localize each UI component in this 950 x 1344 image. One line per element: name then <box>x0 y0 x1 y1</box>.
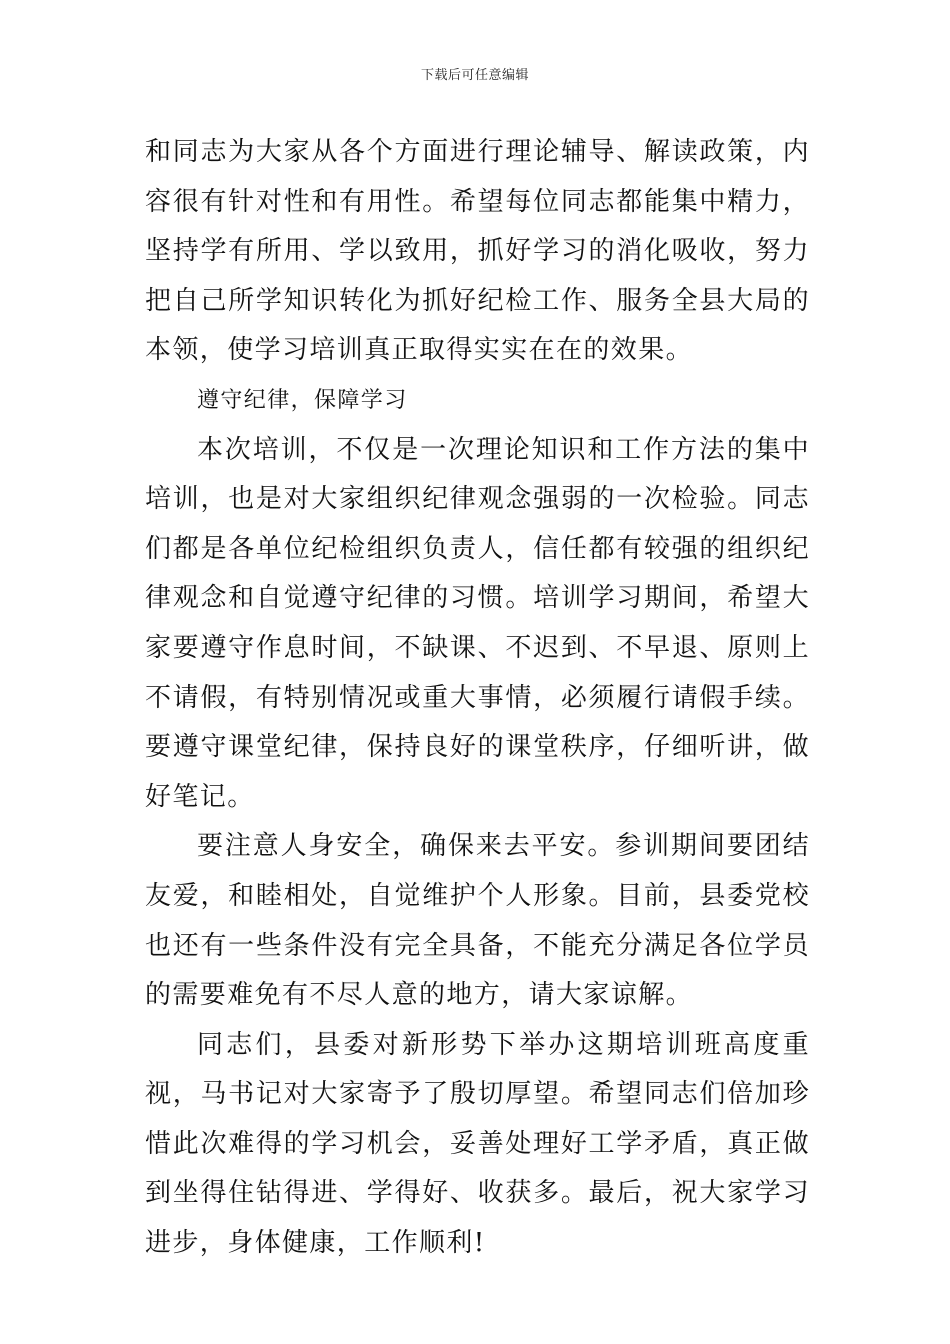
paragraph-closing: 同志们，县委对新形势下举办这期培训班高度重视，马书记对大家寄予了殷切厚望。希望同志们倍加珍惜此次难得的学习机会，妥善处理好工学矛盾，真正做到坐得住钻得进、学得好、收获多。最后，祝大家学习进步，身体健康，工作顺利! <box>145 1029 810 1259</box>
page-header: 下载后可任意编辑 <box>420 68 529 83</box>
paragraph-continuation: 和同志为大家从各个方面进行理论辅导、解读政策，内容很有针对性和有用性。希望每位同志都能集中精力，坚持学有所用、学以致用，抓好学习的消化吸收，努力把自己所学知识转化为抓好纪检工作、服务全县大局的本领，使学习培训真正取得实实在在的效果。 <box>145 137 810 366</box>
section-heading: 遵守纪律，保障学习 <box>197 387 408 413</box>
paragraph-discipline: 本次培训，不仅是一次理论知识和工作方法的集中培训，也是对大家组织纪律观念强弱的一次检验。同志们都是各单位纪检组织负责人，信任都有较强的组织纪律观念和自觉遵守纪律的习惯。培训学习期间，希望大家要遵守作息时间，不缺课、不迟到、不早退、原则上不请假，有特别情况或重大事情，必须履行请假手续。要遵守课堂纪律，保持良好的课堂秩序，仔细听讲，做好笔记。 <box>145 434 810 812</box>
document-body <box>145 128 810 1269</box>
paragraph-safety: 要注意人身安全，确保来去平安。参训期间要团结友爱，和睦相处，自觉维护个人形象。目前，县委党校也还有一些条件没有完全具备，不能充分满足各位学员的需要难免有不尽人意的地方，请大家谅解。 <box>145 831 810 1011</box>
